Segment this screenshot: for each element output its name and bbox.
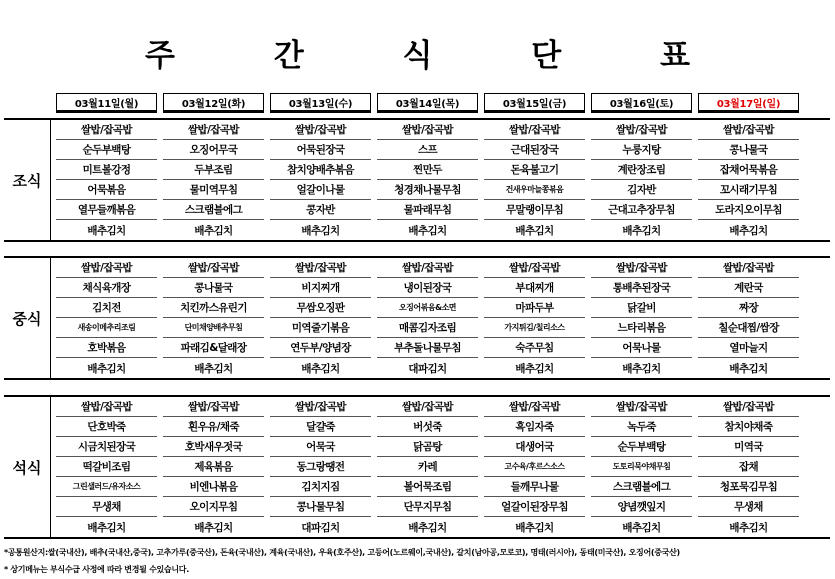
menu-item: 김자반: [591, 180, 692, 200]
menu-item: 두부조림: [163, 160, 264, 180]
menu-item: 배추김치: [194, 362, 233, 375]
page-title: 주 간 식 단 표: [145, 38, 734, 74]
menu-item: 콩나물국: [163, 278, 264, 298]
menu-item: 오징어볶음&소면: [377, 298, 478, 318]
menu-item: 참치양배추볶음: [270, 160, 371, 180]
menu-item: 스크램블에그: [591, 477, 692, 497]
menu-column: [591, 120, 692, 240]
menu-item: 배추김치: [622, 521, 661, 534]
menu-item: 쌀밥/잡곡밥: [270, 397, 371, 417]
menu-item: 도라지오이무침: [698, 200, 799, 220]
menu-column: [56, 258, 157, 378]
menu-item: 칠순대찜/쌈장: [698, 318, 799, 338]
menu-item: 근대된장국: [484, 140, 585, 160]
menu-item: 그린샐러드/유자소스: [56, 477, 157, 497]
menu-item: 채식육개장: [56, 278, 157, 298]
menu-column: [591, 258, 692, 378]
menu-column: [698, 120, 799, 240]
menu-item: 무쌈오징판: [270, 298, 371, 318]
menu-item: 흑임자죽: [484, 417, 585, 437]
menu-item: 꼬시래기무침: [698, 180, 799, 200]
menu-column: [591, 397, 692, 537]
menu-item: 찐만두: [377, 160, 478, 180]
menu-item: 스프: [377, 140, 478, 160]
menu-item: 배추김치: [515, 224, 554, 237]
menu-item: 김치전: [56, 298, 157, 318]
menu-item: 잡채: [698, 457, 799, 477]
menu-column: [163, 120, 264, 240]
menu-item: 쌀밥/잡곡밥: [163, 258, 264, 278]
menu-item: 냉이된장국: [377, 278, 478, 298]
menu-column: [270, 120, 371, 240]
menu-item: 배추김치: [194, 521, 233, 534]
menu-item: 쌀밥/잡곡밥: [56, 397, 157, 417]
meal-block: [4, 395, 830, 539]
menu-item: 배추김치: [622, 224, 661, 237]
menu-item: 쌀밥/잡곡밥: [56, 120, 157, 140]
menu-item: 버섯죽: [377, 417, 478, 437]
menu-item: 어묵나물: [591, 338, 692, 358]
day-header: 03월14일(목): [377, 93, 478, 113]
menu-item: 쌀밥/잡곡밥: [270, 120, 371, 140]
menu-item: 건새우마늘쫑볶음: [484, 180, 585, 200]
menu-item: 배추김치: [729, 224, 768, 237]
menu-column: [270, 258, 371, 378]
menu-item: 비엔나볶음: [163, 477, 264, 497]
menu-item: 어묵국: [270, 437, 371, 457]
menu-item: 떡갈비조림: [56, 457, 157, 477]
menu-item: 쌀밥/잡곡밥: [698, 397, 799, 417]
menu-item: 근대고추장무침: [591, 200, 692, 220]
menu-column: [163, 397, 264, 537]
menu-item: 연두부/양념장: [270, 338, 371, 358]
meal-block: [4, 118, 830, 242]
menu-column: [698, 397, 799, 537]
menu-item: 쌀밥/잡곡밥: [377, 120, 478, 140]
menu-item: 제육볶음: [163, 457, 264, 477]
menu-column: [163, 258, 264, 378]
day-header: 03월13일(수): [270, 93, 371, 113]
menu-item: 쌀밥/잡곡밥: [484, 120, 585, 140]
menu-item: 무생채: [698, 497, 799, 517]
day-header: 03월11일(월): [56, 93, 157, 113]
day-header: 03월12일(화): [163, 93, 264, 113]
menu-item: 오이지무침: [163, 497, 264, 517]
menu-item: 배추김치: [729, 521, 768, 534]
menu-item: 닭갈비: [591, 298, 692, 318]
menu-item: 느타리볶음: [591, 318, 692, 338]
menu-item: 호박볶음: [56, 338, 157, 358]
menu-item: 녹두죽: [591, 417, 692, 437]
day-header: 03월17일(일): [698, 93, 799, 113]
meal-block: [4, 256, 830, 380]
menu-item: 숙주무침: [484, 338, 585, 358]
menu-item: 배추김치: [301, 224, 340, 237]
menu-item: 물파래무침: [377, 200, 478, 220]
menu-item: 흰우유/채죽: [163, 417, 264, 437]
menu-item: 어묵볶음: [56, 180, 157, 200]
menu-item: 쌀밥/잡곡밥: [591, 397, 692, 417]
menu-column: [377, 397, 478, 537]
menu-item: 청경채나물무침: [377, 180, 478, 200]
menu-item: 누룽지탕: [591, 140, 692, 160]
menu-item: 쌀밥/잡곡밥: [698, 120, 799, 140]
menu-item: 잡채어묵볶음: [698, 160, 799, 180]
menu-item: 배추김치: [87, 362, 126, 375]
menu-item: 고수육/후르스소스: [484, 457, 585, 477]
menu-item: 쌀밥/잡곡밥: [484, 397, 585, 417]
menu-item: 치킨까스유린기: [163, 298, 264, 318]
menu-item: 쌀밥/잡곡밥: [163, 397, 264, 417]
menu-column: [56, 120, 157, 240]
menu-item: 열무들깨볶음: [56, 200, 157, 220]
menu-item: 배추김치: [301, 362, 340, 375]
menu-item: 카레: [377, 457, 478, 477]
menu-item: 미역줄기볶음: [270, 318, 371, 338]
menu-item: 시금치된장국: [56, 437, 157, 457]
menu-column: [698, 258, 799, 378]
menu-item: 오징어무국: [163, 140, 264, 160]
menu-column: [270, 397, 371, 537]
menu-item: 콩나물국: [698, 140, 799, 160]
menu-item: 대생어국: [484, 437, 585, 457]
menu-item: 단호박죽: [56, 417, 157, 437]
menu-item: 짜장: [698, 298, 799, 318]
menu-item: 돈육불고기: [484, 160, 585, 180]
menu-item: 순두부백탕: [56, 140, 157, 160]
menu-item: 콩나물무침: [270, 497, 371, 517]
menu-item: 얼갈이된장무침: [484, 497, 585, 517]
menu-item: 미트볼강정: [56, 160, 157, 180]
menu-item: 대파김치: [408, 362, 447, 375]
menu-item: 들깨무나물: [484, 477, 585, 497]
day-header: 03월15일(금): [484, 93, 585, 113]
menu-item: 김치지짐: [270, 477, 371, 497]
menu-item: 부추돌나물무침: [377, 338, 478, 358]
day-header-row: [56, 93, 805, 115]
menu-item: 배추김치: [87, 521, 126, 534]
menu-item: 쌀밥/잡곡밥: [377, 258, 478, 278]
menu-column: [484, 397, 585, 537]
menu-item: 단무지무침: [377, 497, 478, 517]
menu-column: [484, 120, 585, 240]
menu-item: 쌀밥/잡곡밥: [591, 120, 692, 140]
menu-item: 배추김치: [87, 224, 126, 237]
menu-item: 배추김치: [194, 224, 233, 237]
menu-item: 쌀밥/잡곡밥: [163, 120, 264, 140]
menu-item: 무생채: [56, 497, 157, 517]
menu-item: 배추김치: [622, 362, 661, 375]
menu-item: 마파두부: [484, 298, 585, 318]
menu-item: 양념깻잎지: [591, 497, 692, 517]
menu-item: 대파김치: [301, 521, 340, 534]
menu-item: 콩자반: [270, 200, 371, 220]
menu-item: 배추김치: [729, 362, 768, 375]
menu-column: [484, 258, 585, 378]
menu-item: 호박새우젓국: [163, 437, 264, 457]
origin-note: *공통원산지:쌀(국내산), 배추(국내산,중국), 고추가루(중국산), 돈육(국내산), 계육(국내산), 우육(호주산), 고등어(노르웨이,국내산), 갈치(남아공,모로코), 명태(러시아), 동태(미국산), 오징어(중국산): [4, 548, 680, 557]
menu-item: 부대찌개: [484, 278, 585, 298]
menu-item: 계란장조림: [591, 160, 692, 180]
menu-column: [377, 258, 478, 378]
menu-item: 볼어묵조림: [377, 477, 478, 497]
menu-item: 닭곰탕: [377, 437, 478, 457]
meal-label: 석식: [4, 397, 51, 537]
menu-item: 매콤김자조림: [377, 318, 478, 338]
menu-item: 쌀밥/잡곡밥: [591, 258, 692, 278]
menu-item: 가지튀김/칠리소스: [484, 318, 585, 338]
menu-item: 배추김치: [515, 521, 554, 534]
menu-item: 비지찌개: [270, 278, 371, 298]
menu-item: 배추김치: [408, 521, 447, 534]
menu-item: 무말랭이무침: [484, 200, 585, 220]
menu-item: 동그랑땡전: [270, 457, 371, 477]
meal-label: 조식: [4, 120, 51, 240]
menu-item: 쌀밥/잡곡밥: [56, 258, 157, 278]
menu-item: 순두부백탕: [591, 437, 692, 457]
menu-item: 청포묵김무침: [698, 477, 799, 497]
menu-item: 스크램블에그: [163, 200, 264, 220]
menu-item: 계란국: [698, 278, 799, 298]
menu-item: 쌀밥/잡곡밥: [377, 397, 478, 417]
menu-item: 어묵된장국: [270, 140, 371, 160]
menu-column: [56, 397, 157, 537]
menu-item: 새송이메추리조림: [56, 318, 157, 338]
menu-item: 배추김치: [515, 362, 554, 375]
menu-item: 단미채양배추무침: [163, 318, 264, 338]
menu-item: 물미역무침: [163, 180, 264, 200]
menu-item: 얼갈이나물: [270, 180, 371, 200]
menu-item: 미역국: [698, 437, 799, 457]
menu-item: 달걀죽: [270, 417, 371, 437]
change-note: * 상기메뉴는 부식수급 사정에 따라 변경될 수있습니다.: [4, 565, 189, 574]
menu-column: [377, 120, 478, 240]
menu-item: 쌀밥/잡곡밥: [484, 258, 585, 278]
menu-item: 통배추된장국: [591, 278, 692, 298]
menu-item: 참치야채죽: [698, 417, 799, 437]
menu-item: 배추김치: [408, 224, 447, 237]
menu-item: 파래김&달래장: [163, 338, 264, 358]
menu-item: 쌀밥/잡곡밥: [698, 258, 799, 278]
menu-item: 쌀밥/잡곡밥: [270, 258, 371, 278]
menu-item: 도토리묵야채무침: [591, 457, 692, 477]
day-header: 03월16일(토): [591, 93, 692, 113]
menu-item: 열마늘지: [698, 338, 799, 358]
meal-label: 중식: [4, 258, 51, 378]
